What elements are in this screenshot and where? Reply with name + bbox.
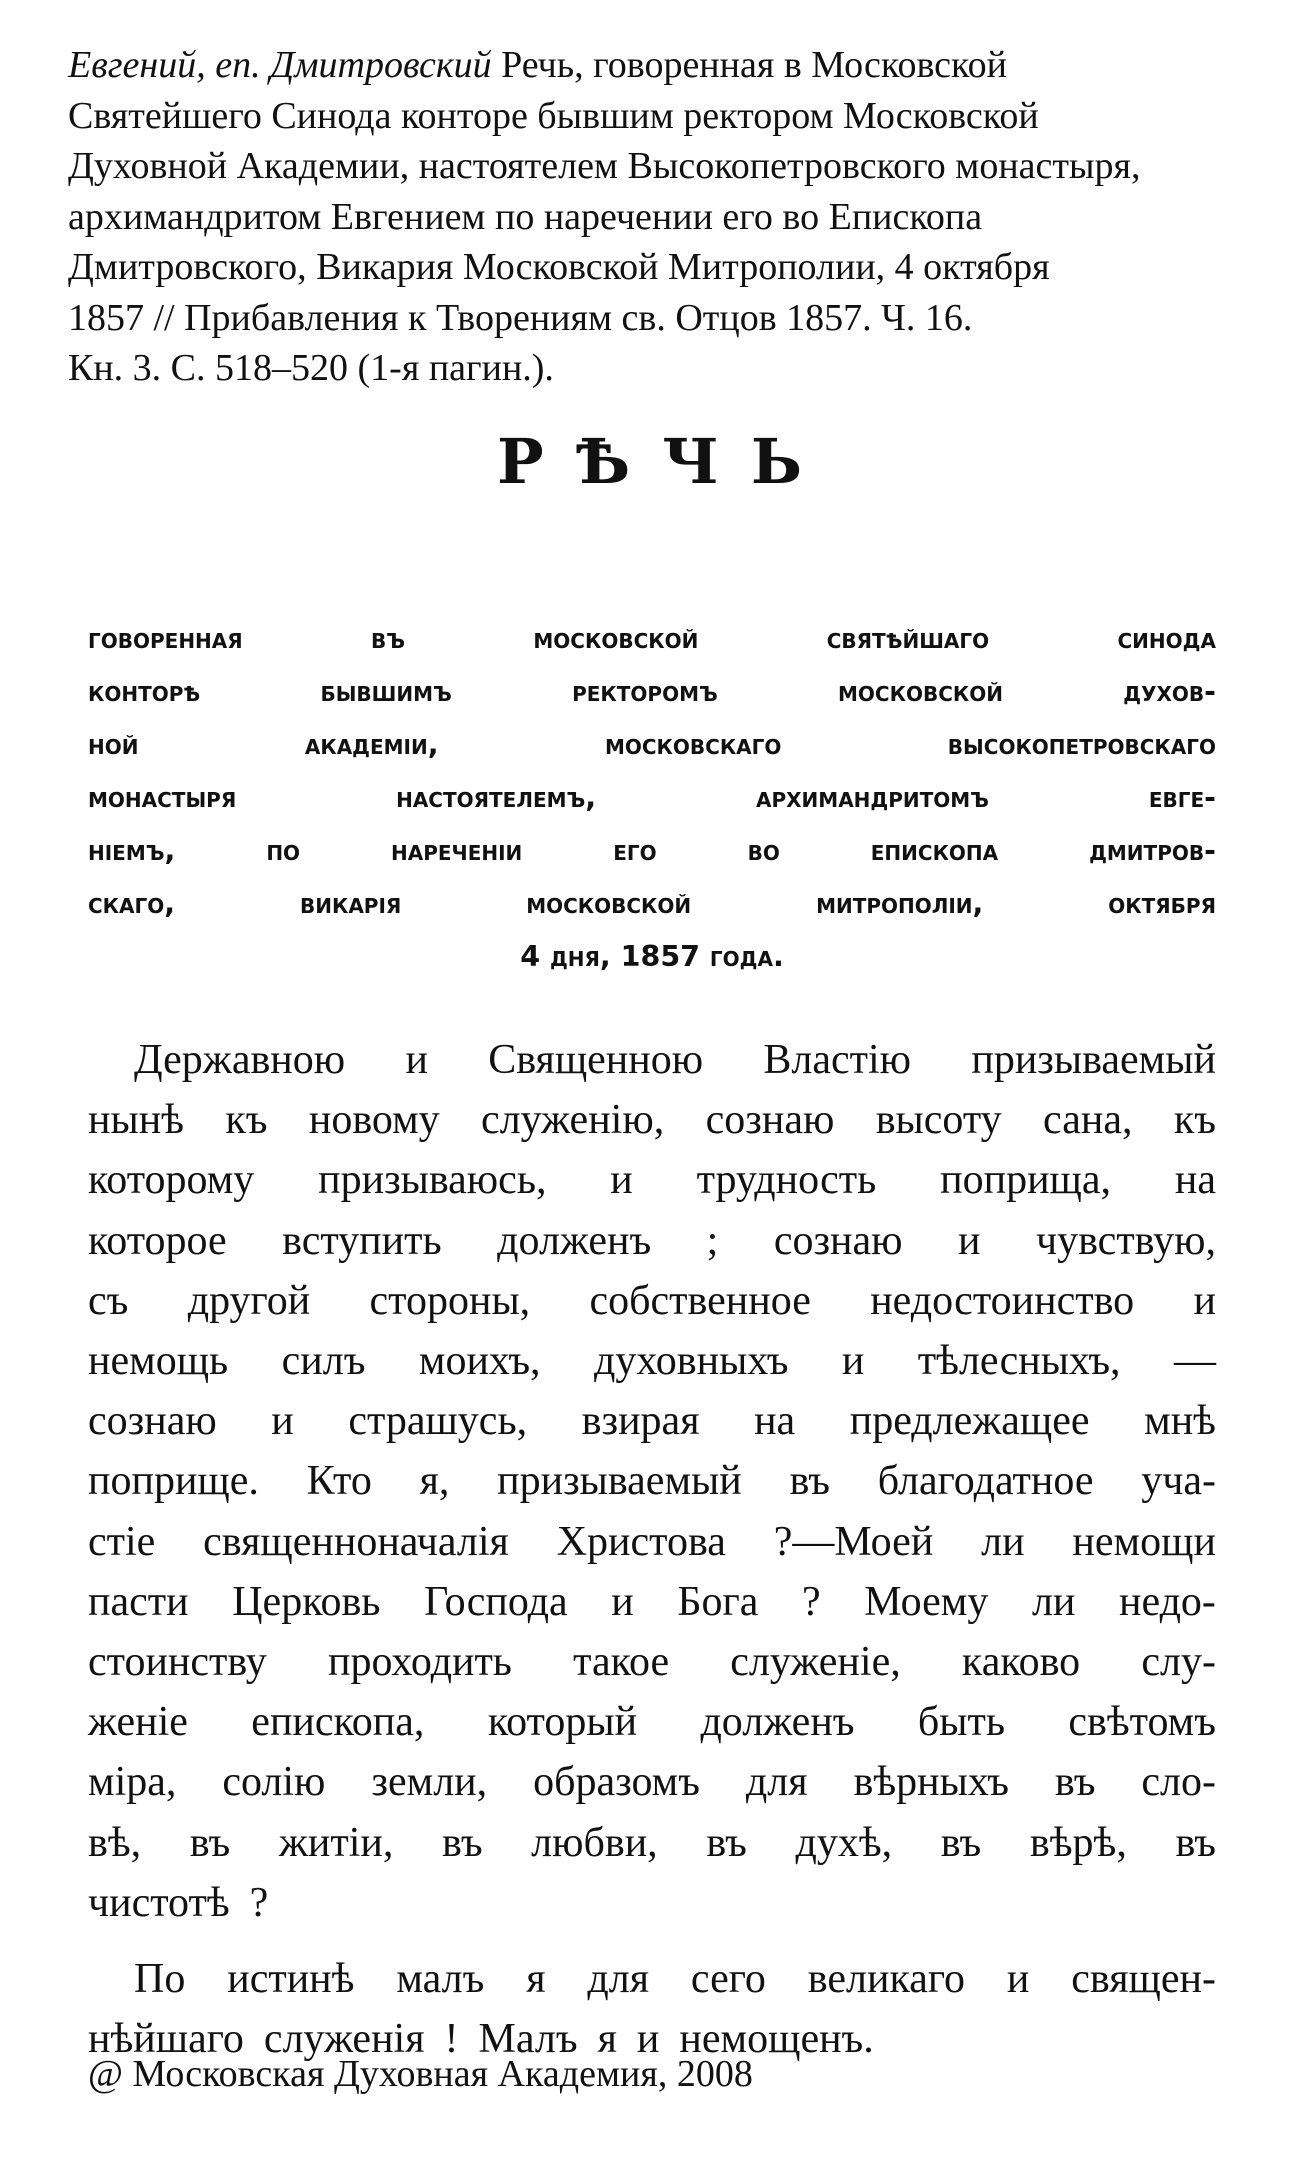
word: епископа <box>870 834 999 867</box>
body-line <box>88 1451 1216 1511</box>
word: Державною <box>134 1037 346 1083</box>
word: синода <box>1117 622 1216 655</box>
citation-line: Святейшего Синода конторе бывшим ректором Московской <box>68 94 1039 137</box>
subtitle-line: 4 дня, 1857 года. <box>520 940 784 973</box>
word: сознаю <box>773 1217 903 1264</box>
word: евге- <box>1148 781 1216 814</box>
word: на <box>1174 1157 1216 1204</box>
word: благодатное <box>877 1458 1094 1505</box>
word: слу- <box>1141 1639 1216 1686</box>
word: Господа <box>424 1578 568 1625</box>
citation-line <box>68 40 1268 91</box>
word: стороны, <box>369 1277 531 1324</box>
word: ли <box>981 1518 1025 1565</box>
word: высоту <box>875 1097 1002 1144</box>
word: вступить <box>282 1217 442 1264</box>
word: я <box>526 1956 546 2003</box>
subtitle-line <box>88 824 1216 877</box>
word: быть <box>917 1699 1006 1746</box>
bibliographic-citation <box>68 40 1268 394</box>
word: служеніе, <box>730 1639 901 1686</box>
word: немощенъ. <box>679 2016 874 2063</box>
word: ной <box>88 728 139 761</box>
word: и <box>1006 1956 1030 2003</box>
word: женіе <box>88 1699 188 1746</box>
word: скаго, <box>88 887 176 920</box>
body-line <box>88 1813 1216 1873</box>
word: вѣ, <box>88 1819 142 1866</box>
word: нареченіи <box>391 834 523 867</box>
word: настоятелемъ, <box>396 781 597 814</box>
word: въ <box>189 1819 231 1866</box>
citation-line: Кн. 3. С. 518–520 (1-я пагин.). <box>68 347 554 389</box>
subtitle-line <box>88 718 1216 771</box>
word: солію <box>222 1759 326 1806</box>
word: въ <box>442 1819 483 1866</box>
word: предлежащее <box>849 1398 1090 1445</box>
word: нынѣ <box>88 1097 184 1144</box>
word: вѣрѣ, <box>1029 1819 1127 1866</box>
word: говоренная <box>88 622 243 655</box>
word: земли, <box>371 1759 488 1806</box>
word: призываюсь, <box>318 1157 547 1204</box>
word: сознаю <box>705 1097 835 1144</box>
word: такое <box>573 1639 670 1686</box>
word: призываемый <box>497 1458 742 1505</box>
word: епископа, <box>251 1699 425 1746</box>
word: которому <box>88 1157 255 1204</box>
word: въ <box>1054 1759 1096 1806</box>
word: Церковь <box>232 1578 381 1625</box>
word: для <box>745 1759 808 1806</box>
word: московскаго <box>604 728 782 761</box>
word: и <box>611 1578 634 1625</box>
word: малъ <box>396 1956 485 2003</box>
body-line <box>88 1150 1216 1210</box>
word: служенію, <box>481 1097 665 1144</box>
word: въ <box>371 622 406 655</box>
word: сло- <box>1141 1759 1216 1806</box>
word: собственное <box>589 1277 811 1324</box>
word: По <box>134 1956 186 2003</box>
word: духѣ, <box>795 1819 893 1866</box>
body-line <box>88 1271 1216 1331</box>
citation-author: Евгений, еп. Дмитровский <box>68 44 492 86</box>
word: въ <box>789 1458 830 1505</box>
word: стоинству <box>88 1639 267 1686</box>
body-line <box>88 1211 1216 1271</box>
word: поприще. <box>88 1458 259 1505</box>
word: призываемый <box>971 1037 1216 1083</box>
word: ? <box>249 1879 269 1926</box>
word: и <box>636 2016 660 2063</box>
citation-line: Дмитровского, Викария Московской Митрополии, 4 октября <box>68 246 1050 288</box>
copyright-notice: @ Московская Духовная Академия, 2008 <box>88 2053 753 2095</box>
word: для <box>587 1956 650 2003</box>
body-line <box>88 1572 1216 1632</box>
word: поприща, <box>940 1157 1112 1204</box>
subtitle-line <box>88 665 1216 718</box>
word: ! <box>444 2016 459 2063</box>
word: я, <box>419 1458 450 1505</box>
word: трудность <box>696 1157 877 1204</box>
document-subtitle <box>88 612 1216 983</box>
word: каково <box>961 1639 1081 1686</box>
word: другой <box>187 1277 311 1324</box>
word: на <box>754 1398 796 1445</box>
word: священноначалія <box>203 1518 509 1565</box>
body-line <box>88 1331 1216 1391</box>
word: митрополіи, <box>816 887 984 920</box>
word: нѣйшаго <box>88 2016 244 2063</box>
word: московской <box>526 887 692 920</box>
word: и <box>610 1157 633 1204</box>
word: и <box>271 1398 294 1445</box>
word: по <box>266 834 301 867</box>
word: Кто <box>306 1458 372 1505</box>
word: Малъ <box>478 2016 578 2063</box>
word: въ <box>1175 1819 1216 1866</box>
word: духов- <box>1123 675 1216 708</box>
word: новому <box>308 1097 440 1144</box>
subtitle-line <box>88 771 1216 824</box>
paragraph-gap <box>88 1933 1216 1949</box>
word: уча- <box>1141 1458 1216 1505</box>
word: священ- <box>1071 1956 1216 2003</box>
word: житіи, <box>278 1819 394 1866</box>
word: высокопетровскаго <box>947 728 1216 761</box>
word: въ <box>940 1819 982 1866</box>
word: съ <box>88 1277 129 1324</box>
word: дмитров- <box>1089 834 1216 867</box>
word: который <box>487 1699 638 1746</box>
subtitle-line <box>88 612 1216 665</box>
word: къ <box>1173 1097 1216 1144</box>
word: Властію <box>763 1037 912 1083</box>
word: архимандритомъ <box>756 781 989 814</box>
word: мнѣ <box>1144 1398 1216 1445</box>
word: сего <box>690 1956 766 2003</box>
citation-line: 1857 // Прибавления к Творениям св. Отцов 1857. Ч. 16. <box>68 296 973 339</box>
body-line <box>88 1632 1216 1692</box>
word: вѣрныхъ <box>853 1759 1009 1806</box>
word: ли <box>1031 1578 1076 1625</box>
document-title: РѢЧЬ <box>497 425 834 498</box>
word: взирая <box>581 1398 700 1445</box>
word: бывшимъ <box>320 675 452 708</box>
word: ніемъ, <box>88 834 176 867</box>
body-line <box>88 1949 1216 2009</box>
word: московской <box>838 675 1003 708</box>
word: немощи <box>1072 1518 1216 1565</box>
citation-title: Речь, говоренная в Московской <box>491 44 1007 86</box>
word: я <box>597 2016 617 2063</box>
word: въ <box>706 1819 747 1866</box>
word: сана, <box>1043 1097 1133 1144</box>
word: и <box>405 1037 428 1083</box>
word: — <box>1173 1338 1216 1385</box>
word: силъ <box>281 1338 366 1385</box>
word: проходить <box>327 1639 512 1686</box>
word: ? <box>802 1578 821 1625</box>
word: московской <box>533 622 699 655</box>
word: и <box>841 1338 865 1385</box>
word: міра, <box>88 1759 177 1806</box>
word: и <box>958 1217 981 1264</box>
subtitle-line <box>88 877 1216 930</box>
word: стіе <box>88 1518 156 1565</box>
word: страшусь, <box>348 1398 528 1445</box>
word: чувствую, <box>1035 1217 1216 1264</box>
word: великаго <box>807 1956 966 2003</box>
body-line <box>88 1391 1216 1451</box>
body-line <box>88 1752 1216 1812</box>
word: ; <box>706 1217 719 1264</box>
word: сознаю <box>88 1398 217 1445</box>
word: Христова <box>556 1518 726 1565</box>
body-line <box>88 1512 1216 1572</box>
word: недостоинство <box>870 1277 1135 1324</box>
word: долженъ <box>497 1217 652 1264</box>
body-line <box>88 1090 1216 1150</box>
word: служенія <box>263 2016 425 2063</box>
word: духовныхъ <box>594 1338 789 1385</box>
word: чистотѣ <box>88 1879 230 1926</box>
word: октября <box>1108 887 1216 920</box>
word: Бога <box>677 1578 759 1625</box>
word: истинѣ <box>227 1956 355 2003</box>
body-line <box>88 1692 1216 1752</box>
word: моихъ, <box>418 1338 541 1385</box>
speech-body <box>88 1030 1216 2069</box>
citation-line: архимандритом Евгением по наречении его во Епископа <box>68 195 983 238</box>
word: во <box>747 834 780 867</box>
word: ректоромъ <box>572 675 718 708</box>
word: къ <box>225 1097 268 1144</box>
word: ?—Моей <box>773 1518 934 1565</box>
word: любви, <box>531 1819 658 1866</box>
word: конторѣ <box>88 675 201 708</box>
word: которое <box>88 1217 227 1264</box>
word: Священною <box>488 1037 704 1083</box>
word: образомъ <box>533 1759 700 1806</box>
word: тѣлесныхъ, <box>917 1338 1121 1385</box>
word: долженъ <box>700 1699 855 1746</box>
word: монастыря <box>88 781 237 814</box>
word: пасти <box>88 1578 189 1625</box>
word: Моему <box>864 1578 989 1625</box>
word: и <box>1193 1277 1216 1324</box>
word: святѣйшаго <box>826 622 990 655</box>
word: свѣтомъ <box>1068 1699 1216 1746</box>
word: немощь <box>88 1338 229 1385</box>
word: викарія <box>299 887 402 920</box>
word: академіи, <box>304 728 439 761</box>
word: недо- <box>1119 1578 1216 1625</box>
word: его <box>613 834 657 867</box>
body-line <box>88 1873 1216 1933</box>
body-line <box>88 1030 1216 1090</box>
citation-line: Духовной Академии, настоятелем Высокопетровского монастыря, <box>68 145 1141 187</box>
